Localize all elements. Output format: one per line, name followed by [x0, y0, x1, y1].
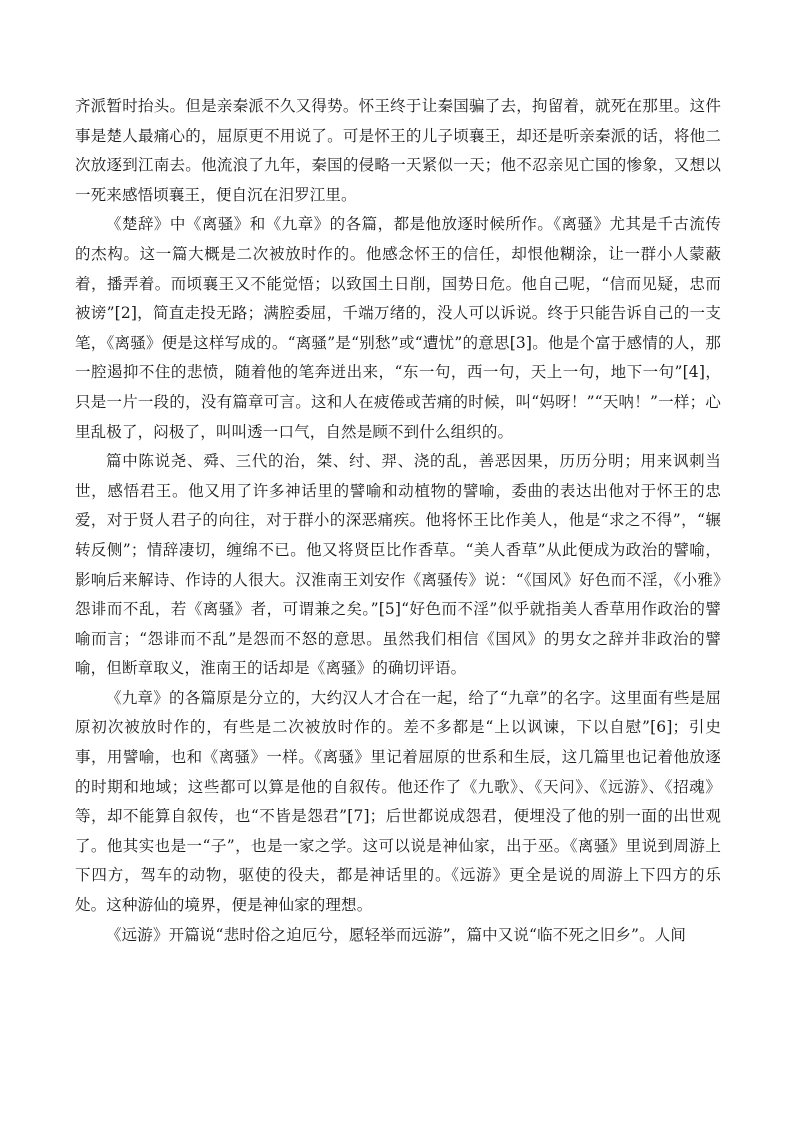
paragraph-2: 《楚辞》中《离骚》和《九章》的各篇，都是他放逐时候所作。《离骚》尤其是千古流传的杰构。这一篇大概是二次被放时作的。他感念怀王的信任，却恨他糊涂，让一群小人蒙蔽着，播弄着。而顷襄王又不能觉悟；以致国土日削，国势日危。他自己呢，“信而见疑，忠而被谤”[2]，简直走投无路；满腔委屈，千端万绪的，没人可以诉说。终于只能告诉自己的一支笔，《离骚》便是这样写成的。“离骚”是“别愁”或“遭忧”的意思[3]。他是个富于感情的人，那一腔遏抑不住的悲愤，随着他的笔奔迸出来，“东一句，西一句，天上一句，地下一句”[4]，只是一片一段的，没有篇章可言。这和人在疲倦或苦痛的时候，叫“妈呀！”“天呐！”一样；心里乱极了，闷极了，叫叫透一口气，自然是顾不到什么组织的。	[75, 215, 721, 441]
paragraph-4: 《九章》的各篇原是分立的，大约汉人才合在一起，给了“九章”的名字。这里面有些是屈原初次被放时作的，有些是二次被放时作的。差不多都是“上以讽谏，下以自慰”[6]；引史事，用譬喻，也和《离骚》一样。《离骚》里记着屈原的世系和生辰，这几篇里也记着他放逐的时期和地域；这些都可以算是他的自叙传。他还作了《九歌》、《天问》、《远游》、《招魂》等，却不能算自叙传，也“不皆是怨君”[7]；后世都说成怨君，便埋没了他的别一面的出世观了。他其实也是一“子”，也是一家之学。这可以说是神仙家，出于巫。《离骚》里说到周游上下四方，驾车的动物，驱使的役夫，都是神话里的。《远游》更全是说的周游上下四方的乐处。这种游仙的境界，便是神仙家的理想。	[75, 688, 721, 915]
paragraph-5: 《远游》开篇说“悲时俗之迫厄兮，愿轻举而远游”，篇中又说“临不死之旧乡”。人间	[106, 925, 687, 944]
paragraph-1: 齐派暂时抬头。但是亲秦派不久又得势。怀王终于让秦国骗了去，拘留着，就死在那里。这件事是楚人最痛心的，屈原更不用说了。可是怀王的儿子顷襄王，却还是听亲秦派的话，将他二次放逐到江南去。他流浪了九年，秦国的侵略一天紧似一天；他不忍亲见亡国的惨象，又想以一死来感悟顷襄王，便自沉在汨罗江里。	[75, 97, 721, 204]
paragraph-3: 篇中陈说尧、舜、三代的治，桀、纣、羿、浇的乱，善恶因果，历历分明；用来讽刺当世，感悟君王。他又用了许多神话里的譬喻和动植物的譬喻，委曲的表达出他对于怀王的忠爱，对于贤人君子的向往，对于群小的深恶痛疾。他将怀王比作美人，他是“求之不得”，“辗转反侧”；情辞凄切，缠绵不已。他又将贤臣比作香草。“美人香草”从此便成为政治的譬喻，影响后来解诗、作诗的人很大。汉淮南王刘安作《离骚传》说：“《国风》好色而不淫，《小雅》怨诽而不乱，若《离骚》者，可谓兼之矣。”[5]“好色而不淫”似乎就指美人香草用作政治的譬喻而言；“怨诽而不乱”是怨而不怒的意思。虽然我们相信《国风》的男女之辞并非政治的譬喻，但断章取义，淮南王的话却是《离骚》的确切评语。	[75, 452, 721, 678]
document-page	[75, 92, 721, 950]
